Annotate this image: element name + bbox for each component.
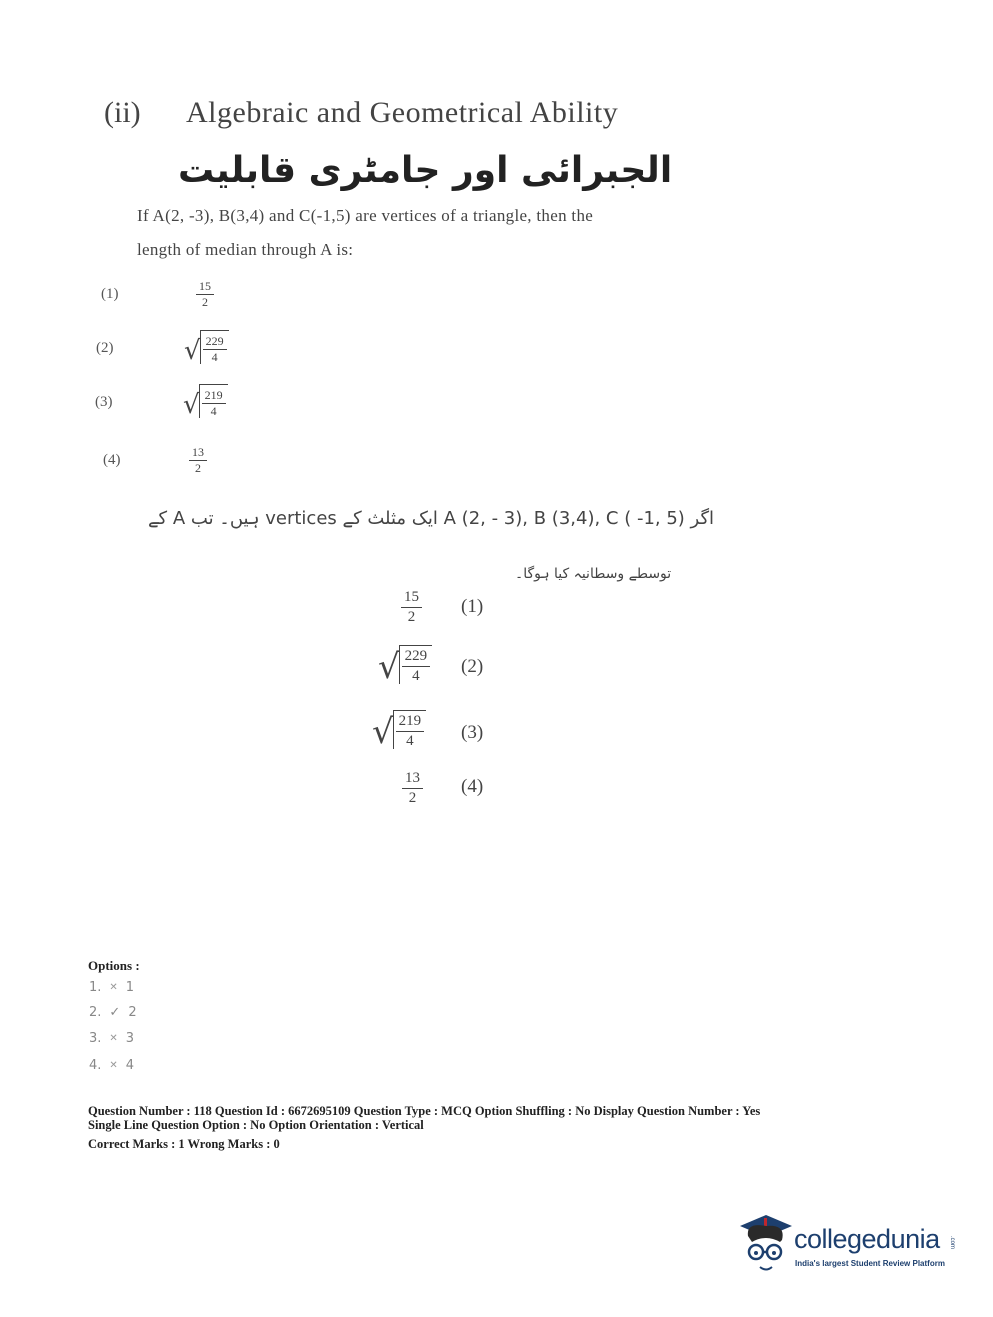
option-2-number: (2): [96, 340, 114, 356]
option-4-numerator: 13: [189, 446, 207, 461]
cross-icon: ✕: [109, 1060, 118, 1071]
sqrt-symbol: √: [372, 712, 394, 752]
urdu-option-4-numerator: 13: [402, 770, 423, 789]
option-2-value: [184, 330, 229, 367]
option-1-numerator: 15: [196, 280, 214, 295]
urdu-option-1-denominator: 2: [407, 608, 416, 625]
answer-option-3: [89, 1031, 134, 1046]
urdu-option-1-number: (1): [461, 596, 484, 617]
logo-wordmark: collegedunia: [794, 1224, 940, 1254]
answer-option-4: [89, 1058, 134, 1073]
urdu-option-1-numerator: 15: [401, 589, 422, 608]
question-meta-line-3: Correct Marks : 1 Wrong Marks : 0: [88, 1137, 280, 1151]
answer-option-label: 2: [128, 1005, 137, 1020]
option-4-denominator: 2: [195, 461, 201, 476]
options-heading: Options :: [88, 958, 140, 973]
answer-option-label: 1: [125, 980, 135, 995]
urdu-option-2-denominator: 4: [412, 667, 420, 684]
sqrt-symbol: √: [184, 336, 201, 367]
urdu-option-4-value: [402, 769, 423, 806]
sqrt-symbol: √: [183, 390, 200, 421]
option-3-value: [183, 384, 228, 421]
question-line-1: If A(2, -3), B(3,4) and C(-1,5) are vertices of a triangle, then the: [137, 206, 594, 225]
urdu-option-2-value: [378, 645, 432, 687]
sqrt-symbol: √: [378, 647, 400, 687]
answer-option-index: 4.: [89, 1058, 102, 1073]
question-urdu-line-2: توسطے وسطانیہ کیا ہوگا۔: [515, 566, 672, 582]
section-title-urdu: الجبرائی اور جامٹری قابلیت: [178, 150, 673, 191]
answer-option-2: [89, 1005, 137, 1020]
question-meta-line-2: Single Line Question Option : No Option Orientation : Vertical: [88, 1118, 424, 1132]
urdu-option-3-value: [372, 710, 426, 752]
option-1-value: [196, 277, 214, 309]
option-1-number: (1): [101, 286, 119, 302]
urdu-option-3-number: (3): [461, 722, 484, 743]
answer-option-label: 3: [125, 1031, 135, 1046]
urdu-option-4-denominator: 2: [408, 789, 417, 806]
urdu-option-4-number: (4): [461, 776, 484, 797]
option-4-number: (4): [103, 452, 121, 468]
urdu-option-2-number: (2): [461, 656, 484, 677]
urdu-option-2-numerator: 229: [402, 648, 431, 667]
answer-option-label: 4: [125, 1058, 135, 1073]
mascot-icon: [736, 1212, 796, 1282]
answer-option-1: [89, 980, 134, 995]
option-3-numerator: 219: [202, 389, 226, 404]
question-meta-line-1: Question Number : 118 Question Id : 6672695109 Question Type : MCQ Option Shuffling : No Display Question Number : Yes: [88, 1104, 761, 1118]
logo-tagline: India's largest Student Review Platform: [795, 1259, 945, 1268]
urdu-option-1-value: [401, 588, 422, 625]
option-3-number: (3): [95, 394, 113, 410]
question-line-2: length of median through A is:: [137, 240, 354, 259]
option-3-denominator: 4: [210, 404, 217, 419]
urdu-option-3-numerator: 219: [396, 713, 425, 732]
question-urdu-line-1: اگر A (2, - 3), B (3,4), C ( -1, 5) ایک مثلث کے vertices ہیں۔ تب A کے: [148, 508, 715, 529]
cross-icon: ✕: [109, 982, 118, 993]
collegedunia-logo[interactable]: [736, 1212, 966, 1282]
urdu-option-3-denominator: 4: [406, 732, 414, 749]
logo-domain: .com: [949, 1236, 955, 1250]
option-2-denominator: 4: [211, 350, 218, 365]
answer-option-index: 2.: [89, 1005, 102, 1020]
answer-option-index: 3.: [89, 1031, 102, 1046]
section-number: (ii): [104, 96, 141, 129]
option-1-denominator: 2: [202, 295, 208, 310]
cross-icon: ✕: [109, 1033, 118, 1044]
section-title: Algebraic and Geometrical Ability: [186, 96, 619, 129]
answer-option-index: 1.: [89, 980, 102, 995]
option-2-numerator: 229: [203, 335, 227, 350]
check-icon: ✓: [109, 1005, 121, 1020]
option-4-value: [189, 443, 207, 475]
